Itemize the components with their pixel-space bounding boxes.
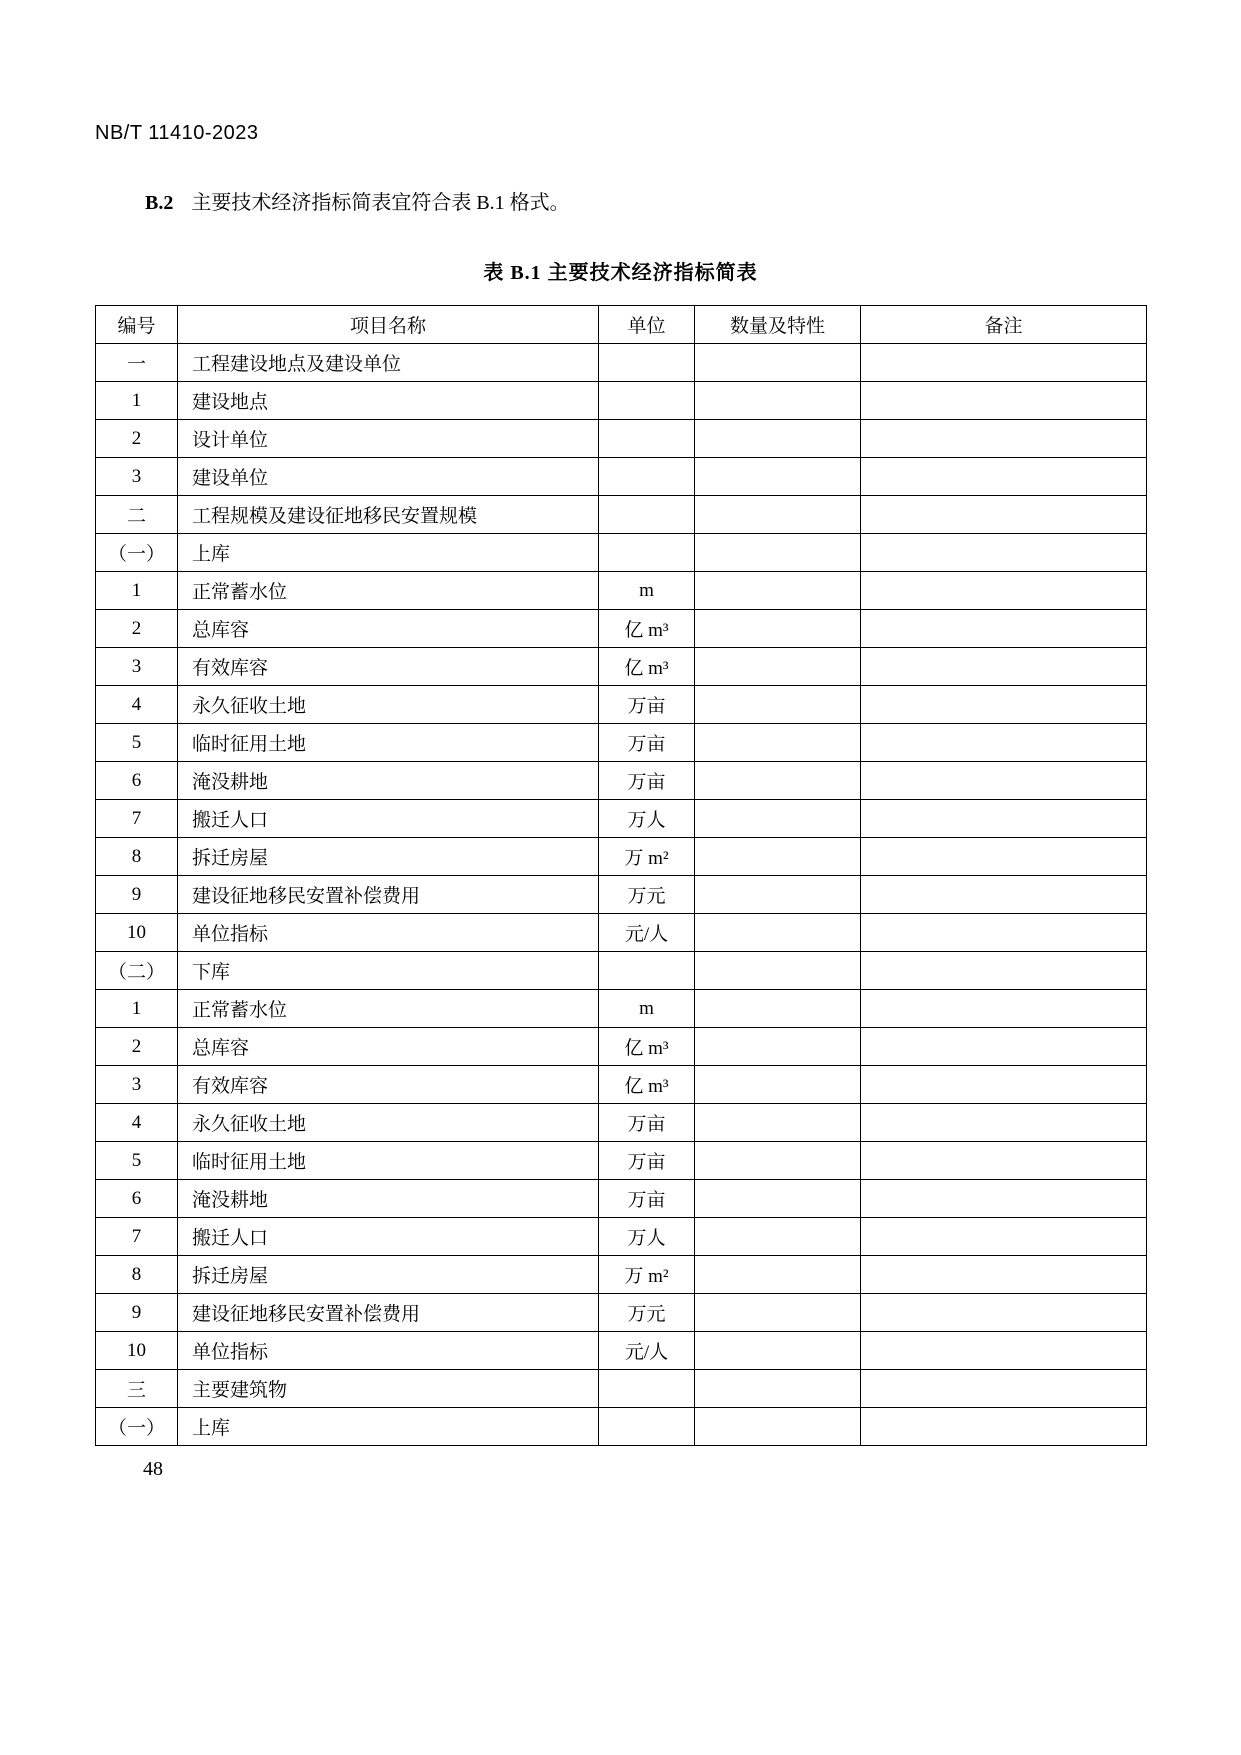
table-row — [96, 914, 1147, 952]
cell-note — [861, 1104, 1147, 1142]
table-row — [96, 1294, 1147, 1332]
table-row — [96, 1256, 1147, 1294]
cell-no: 9 — [96, 1294, 178, 1332]
cell-note — [861, 610, 1147, 648]
table-row — [96, 724, 1147, 762]
cell-no: 8 — [96, 838, 178, 876]
cell-note — [861, 1180, 1147, 1218]
cell-name: 建设征地移民安置补偿费用 — [178, 1294, 599, 1332]
table-row — [96, 382, 1147, 420]
cell-note — [861, 420, 1147, 458]
cell-note — [861, 838, 1147, 876]
indicators-table — [95, 305, 1147, 1446]
cell-no: 二 — [96, 496, 178, 534]
cell-unit — [599, 496, 695, 534]
cell-note — [861, 1370, 1147, 1408]
table-row — [96, 534, 1147, 572]
column-header-name: 项目名称 — [178, 306, 599, 344]
cell-unit: 万人 — [599, 1218, 695, 1256]
cell-qty — [695, 648, 861, 686]
table-header-row — [96, 306, 1147, 344]
cell-note — [861, 1142, 1147, 1180]
cell-name: 临时征用土地 — [178, 1142, 599, 1180]
cell-no: 7 — [96, 1218, 178, 1256]
cell-unit — [599, 420, 695, 458]
column-header-qty: 数量及特性 — [695, 306, 861, 344]
cell-no: 3 — [96, 648, 178, 686]
table-row — [96, 952, 1147, 990]
cell-name: 搬迁人口 — [178, 800, 599, 838]
cell-no: 2 — [96, 1028, 178, 1066]
cell-qty — [695, 990, 861, 1028]
cell-no: 8 — [96, 1256, 178, 1294]
cell-qty — [695, 1332, 861, 1370]
cell-no: 一 — [96, 344, 178, 382]
cell-note — [861, 648, 1147, 686]
table-row — [96, 1066, 1147, 1104]
cell-qty — [695, 876, 861, 914]
cell-qty — [695, 458, 861, 496]
cell-name: 上库 — [178, 534, 599, 572]
cell-unit: 元/人 — [599, 1332, 695, 1370]
table-row — [96, 344, 1147, 382]
cell-unit: 万 m² — [599, 838, 695, 876]
cell-qty — [695, 952, 861, 990]
cell-no: 10 — [96, 1332, 178, 1370]
cell-no: 5 — [96, 724, 178, 762]
cell-name: 临时征用土地 — [178, 724, 599, 762]
table-row — [96, 1142, 1147, 1180]
table-row — [96, 1104, 1147, 1142]
cell-name: 正常蓄水位 — [178, 572, 599, 610]
cell-no: 3 — [96, 1066, 178, 1104]
cell-unit: 万亩 — [599, 1104, 695, 1142]
table-row — [96, 572, 1147, 610]
cell-name: 下库 — [178, 952, 599, 990]
table-body — [96, 344, 1147, 1446]
cell-name: 拆迁房屋 — [178, 1256, 599, 1294]
cell-unit: 万亩 — [599, 1180, 695, 1218]
cell-note — [861, 344, 1147, 382]
doc-number: NB/T 11410-2023 — [95, 122, 259, 144]
cell-name: 总库容 — [178, 610, 599, 648]
cell-note — [861, 876, 1147, 914]
cell-no: （一） — [96, 1408, 178, 1446]
cell-qty — [695, 1142, 861, 1180]
cell-unit: 万亩 — [599, 762, 695, 800]
clause-label: B.2 — [145, 192, 174, 214]
table-row — [96, 610, 1147, 648]
table-row — [96, 990, 1147, 1028]
table-row — [96, 420, 1147, 458]
cell-note — [861, 762, 1147, 800]
cell-unit: m — [599, 990, 695, 1028]
cell-name: 拆迁房屋 — [178, 838, 599, 876]
cell-no: 1 — [96, 572, 178, 610]
cell-note — [861, 458, 1147, 496]
cell-qty — [695, 534, 861, 572]
table-row — [96, 838, 1147, 876]
cell-qty — [695, 838, 861, 876]
table-row — [96, 1180, 1147, 1218]
cell-note — [861, 1294, 1147, 1332]
cell-qty — [695, 800, 861, 838]
cell-unit: 万人 — [599, 800, 695, 838]
cell-name: 单位指标 — [178, 914, 599, 952]
cell-qty — [695, 610, 861, 648]
cell-no: 9 — [96, 876, 178, 914]
cell-no: 1 — [96, 382, 178, 420]
cell-qty — [695, 724, 861, 762]
cell-qty — [695, 1408, 861, 1446]
cell-name: 永久征收土地 — [178, 1104, 599, 1142]
cell-no: 2 — [96, 610, 178, 648]
table-row — [96, 1332, 1147, 1370]
cell-note — [861, 382, 1147, 420]
cell-note — [861, 914, 1147, 952]
table-row — [96, 800, 1147, 838]
cell-note — [861, 496, 1147, 534]
cell-unit — [599, 344, 695, 382]
cell-qty — [695, 1066, 861, 1104]
cell-unit: 万亩 — [599, 724, 695, 762]
cell-qty — [695, 496, 861, 534]
cell-unit — [599, 952, 695, 990]
cell-no: 5 — [96, 1142, 178, 1180]
cell-note — [861, 952, 1147, 990]
table-row — [96, 1370, 1147, 1408]
table-row — [96, 1408, 1147, 1446]
table-row — [96, 458, 1147, 496]
cell-note — [861, 800, 1147, 838]
cell-unit: 万亩 — [599, 686, 695, 724]
cell-unit: 亿 m³ — [599, 1028, 695, 1066]
cell-name: 工程建设地点及建设单位 — [178, 344, 599, 382]
cell-name: 设计单位 — [178, 420, 599, 458]
column-header-unit: 单位 — [599, 306, 695, 344]
cell-qty — [695, 762, 861, 800]
cell-note — [861, 686, 1147, 724]
cell-no: 7 — [96, 800, 178, 838]
cell-qty — [695, 344, 861, 382]
cell-name: 上库 — [178, 1408, 599, 1446]
cell-unit: 元/人 — [599, 914, 695, 952]
cell-note — [861, 990, 1147, 1028]
cell-name: 搬迁人口 — [178, 1218, 599, 1256]
cell-qty — [695, 382, 861, 420]
cell-name: 有效库容 — [178, 1066, 599, 1104]
column-header-no: 编号 — [96, 306, 178, 344]
cell-unit: 亿 m³ — [599, 1066, 695, 1104]
cell-qty — [695, 1180, 861, 1218]
cell-note — [861, 1408, 1147, 1446]
cell-unit — [599, 1370, 695, 1408]
cell-unit — [599, 382, 695, 420]
cell-no: 3 — [96, 458, 178, 496]
cell-unit: 万亩 — [599, 1142, 695, 1180]
cell-name: 淹没耕地 — [178, 762, 599, 800]
cell-name: 工程规模及建设征地移民安置规模 — [178, 496, 599, 534]
cell-note — [861, 1256, 1147, 1294]
cell-no: 三 — [96, 1370, 178, 1408]
table-row — [96, 648, 1147, 686]
clause-text: 主要技术经济指标简表宜符合表 B.1 格式。 — [191, 192, 570, 214]
cell-qty — [695, 1370, 861, 1408]
cell-qty — [695, 1104, 861, 1142]
cell-name: 建设地点 — [178, 382, 599, 420]
cell-name: 永久征收土地 — [178, 686, 599, 724]
cell-note — [861, 1218, 1147, 1256]
cell-unit — [599, 458, 695, 496]
table-caption: 表 B.1 主要技术经济指标简表 — [483, 262, 758, 284]
table-row — [96, 1218, 1147, 1256]
cell-no: 6 — [96, 1180, 178, 1218]
cell-qty — [695, 572, 861, 610]
table-row — [96, 876, 1147, 914]
cell-name: 主要建筑物 — [178, 1370, 599, 1408]
cell-unit: 亿 m³ — [599, 610, 695, 648]
cell-name: 正常蓄水位 — [178, 990, 599, 1028]
cell-no: 6 — [96, 762, 178, 800]
cell-no: （一） — [96, 534, 178, 572]
cell-name: 有效库容 — [178, 648, 599, 686]
cell-no: 2 — [96, 420, 178, 458]
cell-qty — [695, 914, 861, 952]
cell-unit — [599, 534, 695, 572]
cell-no: 4 — [96, 1104, 178, 1142]
cell-name: 单位指标 — [178, 1332, 599, 1370]
table-row — [96, 1028, 1147, 1066]
cell-unit: m — [599, 572, 695, 610]
table-row — [96, 686, 1147, 724]
cell-note — [861, 572, 1147, 610]
cell-note — [861, 724, 1147, 762]
cell-qty — [695, 420, 861, 458]
cell-name: 淹没耕地 — [178, 1180, 599, 1218]
clause-b2 — [145, 186, 570, 215]
table-row — [96, 762, 1147, 800]
cell-qty — [695, 686, 861, 724]
cell-qty — [695, 1256, 861, 1294]
cell-unit — [599, 1408, 695, 1446]
cell-note — [861, 1066, 1147, 1104]
cell-note — [861, 1332, 1147, 1370]
cell-note — [861, 534, 1147, 572]
cell-note — [861, 1028, 1147, 1066]
cell-qty — [695, 1294, 861, 1332]
cell-name: 总库容 — [178, 1028, 599, 1066]
cell-name: 建设单位 — [178, 458, 599, 496]
cell-unit: 万 m² — [599, 1256, 695, 1294]
cell-qty — [695, 1028, 861, 1066]
table-row — [96, 496, 1147, 534]
page-number: 48 — [143, 1458, 163, 1480]
cell-qty — [695, 1218, 861, 1256]
cell-no: （二） — [96, 952, 178, 990]
cell-unit: 万元 — [599, 876, 695, 914]
cell-unit: 亿 m³ — [599, 648, 695, 686]
cell-no: 1 — [96, 990, 178, 1028]
cell-no: 4 — [96, 686, 178, 724]
cell-no: 10 — [96, 914, 178, 952]
cell-name: 建设征地移民安置补偿费用 — [178, 876, 599, 914]
cell-unit: 万元 — [599, 1294, 695, 1332]
column-header-note: 备注 — [861, 306, 1147, 344]
